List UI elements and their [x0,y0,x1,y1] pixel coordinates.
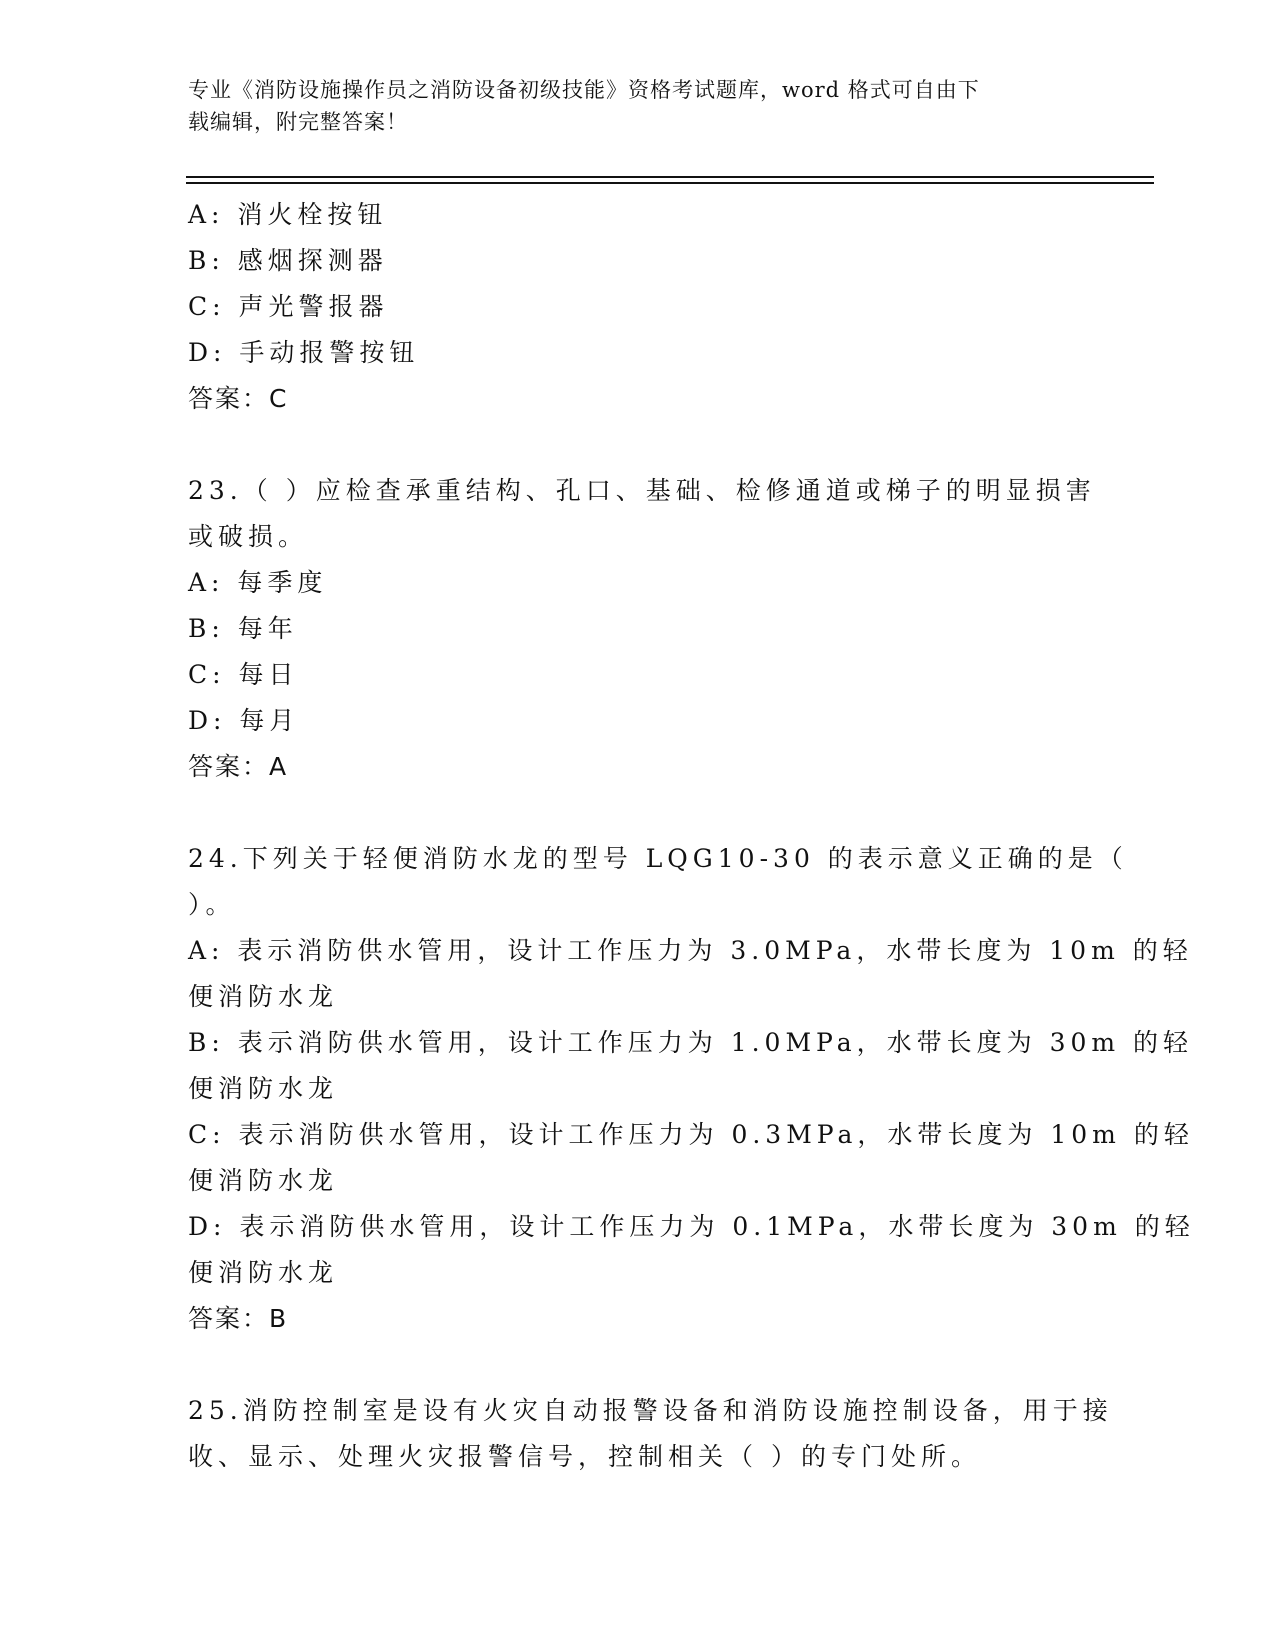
header-divider-top [186,176,1154,178]
option-a-continued: 便消防水龙 [188,982,339,1011]
option-d: D: 表示消防供水管用，设计工作压力为 0.1MPa，水带长度为 30m 的轻 [188,1212,1195,1241]
option-d-continued: 便消防水龙 [188,1258,339,1287]
header-line-1: 专业《消防设施操作员之消防设备初级技能》资格考试题库，word 格式可自由下 [188,78,980,102]
question-stem-line-2: 或破损。 [188,522,309,551]
option-c-continued: 便消防水龙 [188,1166,339,1195]
document-header [188,74,1068,138]
question-stem-line-1: 24.下列关于轻便消防水龙的型号 LQG10-30 的表示意义正确的是（ [188,844,1128,873]
question-stem-line-2: ）。 [188,890,236,919]
option-c: C: 声光警报器 [188,292,389,321]
question-25 [188,1388,1113,1480]
option-a: A: 每季度 [188,568,328,597]
question-24 [188,836,1195,1342]
header-divider-bottom [186,182,1154,184]
question-23 [188,468,1108,790]
answer: 答案：B [188,1304,289,1333]
spacer [188,422,1108,468]
option-d: D: 手动报警按钮 [188,338,420,367]
option-a: A: 消火栓按钮 [188,200,388,229]
question-stem-line-2: 收、显示、处理火灾报警信号，控制相关（ ）的专门处所。 [188,1442,981,1471]
question-list [188,192,1195,1480]
spacer [188,1342,1108,1388]
question-22 [188,192,1108,422]
option-b-continued: 便消防水龙 [188,1074,339,1103]
answer: 答案：C [188,384,289,413]
spacer [188,790,1108,836]
question-stem-line-1: 25.消防控制室是设有火灾自动报警设备和消防设施控制设备，用于接 [188,1396,1113,1425]
question-stem-line-1: 23.（ ）应检查承重结构、孔口、基础、检修通道或梯子的明显损害 [188,476,1096,505]
option-b: B: 每年 [188,614,298,643]
option-b: B: 感烟探测器 [188,246,388,275]
option-b: B: 表示消防供水管用，设计工作压力为 1.0MPa，水带长度为 30m 的轻 [188,1028,1194,1057]
option-a: A: 表示消防供水管用，设计工作压力为 3.0MPa，水带长度为 10m 的轻 [188,936,1193,965]
option-c: C: 表示消防供水管用，设计工作压力为 0.3MPa，水带长度为 10m 的轻 [188,1120,1194,1149]
option-d: D: 每月 [188,706,300,735]
option-c: C: 每日 [188,660,299,689]
answer: 答案：A [188,752,289,781]
header-line-2: 载编辑，附完整答案！ [188,110,408,134]
